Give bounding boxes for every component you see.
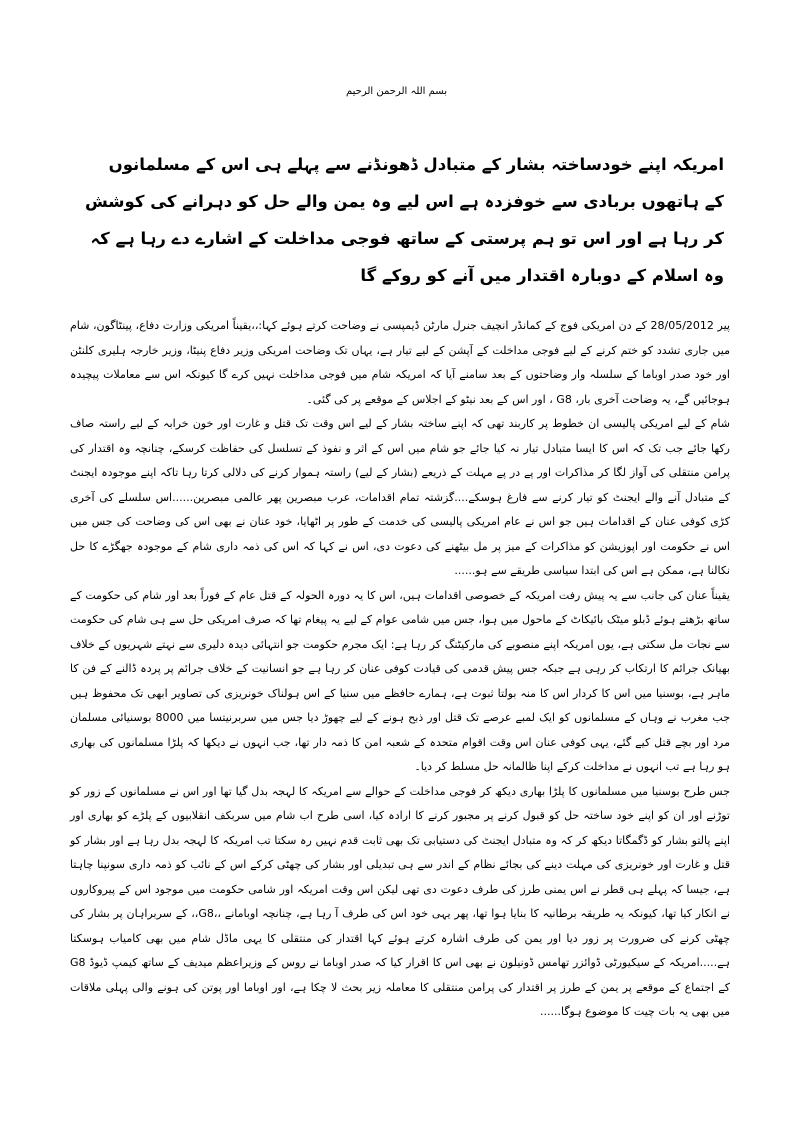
document-body bbox=[70, 314, 730, 1025]
bismillah-heading: بسم اللہ الرحمن الرحیم bbox=[345, 86, 447, 97]
paragraph-1: پیر 28/05/2012 کے دن امریکی فوج کے کمانڈر انچیف جنرل مارٹن ڈیمپسی نے وضاحت کرتے ہوئے کہا:،،یقیناً امریکی وزارت دفاع، پینٹاگون، شام میں جاری تشدد کو ختم کرنے کے لیے فوجی مداخلت کے آپشن کے لیے تیار ہے، یہاں تک وضاحت امریکی وزیر دفاع پنیٹا، وزیر خارجہ ہلیری کلنٹن اور خود صدر اوباما کے سلسلہ وار وضاحتوں کے بعد سامنے آیا کہ امریکہ شام میں فوجی مداخلت نہیں کرے گا کیونکہ اس سے معاملات پیچیدہ ہوجائیں گے، یہ وضاحت آخری بار، G8 ، اور اس کے بعد نیٹو کے اجلاس کے موقعے پر کی گئی۔ bbox=[70, 319, 730, 406]
paragraph-3: یقیناً عنان کی جانب سے یہ پیش رفت امریکہ کے خصوصی اقدامات ہیں، اس کا یہ دورہ الحولہ کے قتل عام کے فوراً بعد اور شام کی حکومت کے ساتھ بڑھتے ہوئے ڈبلو میٹک بائیکاٹ کے ماحول میں ہوا، جس میں شامی عوام کے لیے یہ پیغام تھا کہ صرف امریکی حل سے ہی شام کی حکومت سے نجات مل سکتی ہے، یوں امریکہ اپنے منصوبے کی مارکیٹنگ کر رہا ہے: ایک مجرم حکومت جو انتہائی دیدہ دلیری سے نہتے شہریوں کے خلاف بھیانک جرائم کا ارتکاب کر رہی ہے جبکہ جس پیش قدمی کی قیادت کوفی عنان کر رہا ہے جو انسانیت کے خلاف جرائم پر پردہ ڈالنے کے فن کا ماہر ہے، بوسنیا میں اس کا کردار اس کا منہ بولتا ثبوت ہے، ہمارے حافظے میں سنیا کے اس ہولناک خونریزی کی تصاویر ابھی تک محفوظ ہیں جب مغرب نے وہاں کے مسلمانوں کو ایک لمبے عرصے تک قتل اور ذبح ہونے کے لیے چھوڑ دیا جس میں سربرنیتسا میں 8000 بوسنیائی مسلمان مرد اور بچے قتل کیے گئے، یہی کوفی عنان اس وقت اقوام متحدہ کے شعبہ امن کا ذمہ دار تھا، جب انہوں نے دیکھا کہ پلڑا مسلمانوں کی بھاری ہو رہا ہے تب انہوں نے مداخلت کرکے اپنا ظالمانہ حل مسلط کر دیا۔ bbox=[70, 588, 731, 773]
paragraph-2: شام کے لیے امریکی پالیسی ان خطوط پر کاربند تھی کہ اپنے ساختہ بشار کے لیے اس وقت تک قتل و غارت اور خون خرابہ کے لیے راستہ صاف رکھا جائے جب تک کہ اس کا ایسا متبادل تیار نہ کیا جائے جو شام میں اس کے اثر و نفوذ کے تسلسل کی حفاظت کرسکے، چنانچہ وہ اقتدار کی پرامن منتقلی کی آواز لگا کر مذاکرات اور پے در پے مہلت کے ذریعے (بشار کے لیے) راستہ ہموار کرنے کی دلالی کرتا رہا تاکہ اپنے موجودہ ایجنٹ کے متبادل آنے والے ایجنٹ کو تیار کرنے سے فارغ ہوسکے....گزشتہ تمام اقدامات، عرب مبصرین پھر عالمی مبصرین......اس سلسلے کی آخری کڑی کوفی عنان کے اقدامات ہیں جو اس نے عام امریکی پالیسی کی خدمت کے طور پر اٹھایا، خود عنان نے بھی اس کی وضاحت کی جس میں اس نے حکومت اور اپوزیشن کو مذاکرات کے میز پر مل بیٹھنے کی دعوت دی، اس نے کہا کہ اس کی ذمہ داری شام کے موجودہ جھگڑے کا حل نکالنا ہے، ممکن ہے اس کی ابتدا سیاسی طریقے سے ہو...... bbox=[70, 417, 730, 577]
document-headline: امریکہ اپنے خودساختہ بشار کے متبادل ڈھونڈنے سے پہلے ہی اس کے مسلمانوں کے ہاتھوں بربادی سے خوفزدہ ہے اس لیے وہ یمن والے حل کو دہرانے کی کوشش کر رہا ہے اور اس تو ہم پرستی کے ساتھ فوجی مداخلت کے اشارے دے رہا ہے کہ وہ اسلام کے دوبارہ اقتدار میں آنے کو روکے گا bbox=[84, 155, 724, 285]
paragraph-4: جس طرح بوسنیا میں مسلمانوں کا پلڑا بھاری دیکھ کر فوجی مداخلت کے حوالے سے امریکہ کا لہجہ بدل گیا تھا اور اس نے مسلمانوں کے زور کو توڑنے اور ان کو اپنے خود ساختہ حل کو قبول کرنے پر مجبور کرنے کا ارادہ کیا، اسی طرح اب شام میں سربکف انقلابیوں کے پلڑے کو بھاری اور اپنے پالتو بشار کو ڈگمگاتا دیکھ کر کہ وہ متبادل ایجنٹ کی دستیابی تک بھی ثابت قدم نہیں رہ سکتا تب امریکہ کا لہجہ بدل رہا ہے اور بشار کو قتل و غارت اور خونریزی کی مہلت دینے کی بجائے نظام کے اندر سے ہی تبدیلی اور بشار کی چھٹی کرکے اس کے نائب کو ذمہ داری سونپنا چاہتا ہے، جیسا کہ پہلے ہی قطر نے اس یمنی طرز کی طرف دعوت دی تھی لیکن اس وقت امریکہ اور شامی حکومت میں موجود اس کے پیروکاروں نے انکار کیا تھا، کیونکہ یہ طریقہ برطانیہ کا بنایا ہوا تھا، پھر یہی خود اس کی طرف آ رہا ہے، چنانچہ اوبامانے ،،G8،، کے سربراہان پر بشار کی چھٹی کرنے کی ضرورت پر زور دیا اور یمن کی طرف اشارہ کرتے ہوئے کہا اقتدار کی منتقلی کا یہی ماڈل شام میں بھی کامیاب ہوسکتا ہے.....امریکہ کے سیکیورٹی ڈوائزر تھامس ڈونیلون نے بھی اس کا اقرار کیا کہ صدر اوباما نے روس کے وزیراعظم میدیف کے ساتھ کیمپ ڈیوڈ G8 کے اجتماع کے موقعے پر یمن کے طرز پر اقتدار کی پرامن منتقلی کا معاملہ زیر بحث لا چکا ہے، اور اوباما اور پوتن کی ہونے والی پہلی ملاقات میں بھی یہ بات چیت کا موضوع ہوگا...... bbox=[70, 784, 730, 1018]
